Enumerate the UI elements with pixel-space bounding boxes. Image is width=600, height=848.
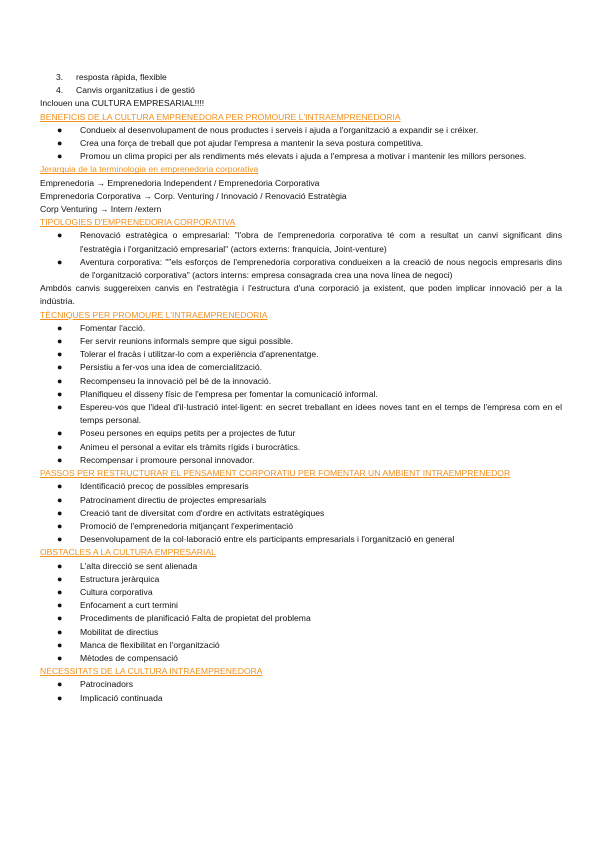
- list-item: ● Fer servir reunions informals sempre que sigui possible.: [40, 335, 562, 348]
- hierarchy-line: Emprenedoria Corporativa → Corp. Venturing / Innovació / Renovació Estratègia: [40, 190, 347, 201]
- bullet-icon: ●: [57, 534, 63, 545]
- hierarchy-heading: Jerarquia de la terminologia en emprenedoria corporativa: [40, 164, 259, 175]
- list-item: ● Poseu persones en equips petits per a projectes de futur: [40, 427, 562, 440]
- list-item: ● Enfocament a curt termini: [40, 599, 562, 612]
- bullet-icon: ●: [57, 151, 63, 162]
- needs-list: [40, 678, 562, 704]
- hierarchy-line: Emprenedoria → Emprenedoria Independent / Emprenedoria Corporativa: [40, 177, 320, 188]
- typologies-note: Ambdós canvis suggereixen canvis en l'estratègia i l'estructura d'una corporació ja existent, que poden implicar innovació per a la indústria.: [40, 283, 562, 307]
- list-item: ● Manca de flexibilitat en l'organització: [40, 639, 562, 652]
- hierarchy-line: Corp Venturing → Intern /extern: [40, 204, 162, 215]
- list-item: ● Estructura jeràrquica: [40, 573, 562, 586]
- bullet-icon: ●: [57, 454, 63, 465]
- obstacles-heading: OBSTACLES A LA CULTURA EMPRESARIAL: [40, 547, 216, 558]
- bullet-icon: ●: [57, 322, 63, 333]
- list-item: ● Crea una força de treball que pot ajudar l'empresa a mantenir la seva postura competitiva.: [40, 137, 562, 150]
- steps-heading: PASSOS PER RESTRUCTURAR EL PENSAMENT CORPORATIU PER FOMENTAR UN AMBIENT INTRAEMPRENEDOR: [40, 468, 511, 479]
- bullet-icon: ●: [57, 586, 63, 597]
- list-item: ● Cultura corporativa: [40, 586, 562, 599]
- bullet-icon: ●: [57, 402, 63, 413]
- bullet-icon: ●: [57, 256, 63, 267]
- intro-text: Inclouen una CULTURA EMPRESARIAL!!!!: [40, 98, 205, 109]
- bullet-icon: ●: [57, 349, 63, 360]
- bullet-icon: ●: [57, 481, 63, 492]
- bullet-icon: ●: [57, 639, 63, 650]
- list-item: ● Condueix al desenvolupament de nous productes i serveis i ajuda a l'organització a expandir se i créixer.: [40, 124, 562, 137]
- list-item: ● Tolerar el fracàs i utilitzar-lo com a experiència d'aprenentatge.: [40, 348, 562, 361]
- bullet-icon: ●: [57, 600, 63, 611]
- list-item: ● Procediments de planificació Falta de propietat del problema: [40, 612, 562, 625]
- list-item: ● Espereu-vos que l'ideal d'il·lustració intel·ligent: en secret treballant en idees noves tant en el temps de l'empresa com en el temps personal.: [40, 401, 562, 427]
- bullet-icon: ●: [57, 362, 63, 373]
- steps-list: [40, 480, 562, 546]
- list-item: ● Patrocinament directiu de projectes empresarials: [40, 494, 562, 507]
- bullet-icon: ●: [57, 679, 63, 690]
- bullet-icon: ●: [57, 652, 63, 663]
- list-item: ● Mètodes de compensació: [40, 652, 562, 665]
- typologies-list: [40, 229, 562, 282]
- bullet-icon: ●: [57, 560, 63, 571]
- obstacles-list: [40, 560, 562, 666]
- list-item: ● Implicació continuada: [40, 692, 562, 705]
- list-item: ● Recompensar i promoure personal innovador.: [40, 454, 562, 467]
- list-item: ● Persistiu a fer-vos una idea de comercialització.: [40, 361, 562, 374]
- bullet-icon: ●: [57, 428, 63, 439]
- bullet-icon: ●: [57, 441, 63, 452]
- list-item: ● Desenvolupament de la col·laboració entre els participants empresarials i l'organització en general: [40, 533, 562, 546]
- bullet-icon: ●: [57, 507, 63, 518]
- bullet-icon: ●: [57, 336, 63, 347]
- benefits-list: [40, 124, 562, 164]
- list-item: ● Patrocinadors: [40, 678, 562, 691]
- list-item: ● Identificació precoç de possibles empresaris: [40, 480, 562, 493]
- bullet-icon: ●: [57, 692, 63, 703]
- list-item: ● L'alta direcció se sent alienada: [40, 560, 562, 573]
- bullet-icon: ●: [57, 124, 63, 135]
- bullet-icon: ●: [57, 230, 63, 241]
- list-item: ● Animeu el personal a evitar els tràmits rígids i burocràtics.: [40, 441, 562, 454]
- bullet-icon: ●: [57, 388, 63, 399]
- bullet-icon: ●: [57, 573, 63, 584]
- bullet-icon: ●: [57, 613, 63, 624]
- bullet-icon: ●: [57, 520, 63, 531]
- list-item: 3. resposta ràpida, flexible: [56, 72, 167, 82]
- benefits-heading: BENEFICIS DE LA CULTURA EMPRENEDORA PER PROMOURE L'INTRAEMPRENEDORIA: [40, 111, 401, 122]
- bullet-icon: ●: [57, 138, 63, 149]
- document-page: [40, 71, 562, 705]
- bullet-icon: ●: [57, 375, 63, 386]
- bullet-icon: ●: [57, 494, 63, 505]
- list-item: ● Promou un clima propici per als rendiments més elevats i ajuda a l'empresa a motivar i mantenir les millors persones.: [40, 150, 562, 163]
- list-item: ● Aventura corporativa: ""els esforços de l'emprenedoria corporativa condueixen a la creació de nous negocis empresaris dins de l'organització corporativa" (actors interns: empresa consagrada crea una nova línea de negoci): [40, 256, 562, 282]
- list-item: ● Fomentar l'acció.: [40, 322, 562, 335]
- typologies-heading: TIPOLOGIES D'EMPRENEDORIA CORPORATIVA: [40, 217, 236, 228]
- needs-heading: NECESSITATS DE LA CULTURA INTRAEMPRENEDORA: [40, 666, 263, 677]
- list-item: ● Creació tant de diversitat com d'ordre en activitats estratègiques: [40, 507, 562, 520]
- techniques-heading: TÈCNIQUES PER PROMOURE L'INTRAEMPRENEDORIA: [40, 309, 268, 320]
- top-numbered-list: [40, 71, 562, 97]
- bullet-icon: ●: [57, 626, 63, 637]
- list-item: ● Renovació estratègica o empresarial: "l'obra de l'emprenedoria corporativa té com a resultat un canvi significant dins l'estratègia i l'organització empresarial" (actors externs: franquicia, Joint-venture): [40, 229, 562, 255]
- list-item: 4. Canvis organitzatius i de gestió: [56, 85, 195, 96]
- list-item: ● Recompenseu la innovació pel bé de la innovació.: [40, 375, 562, 388]
- techniques-list: [40, 322, 562, 467]
- list-item: ● Planifiqueu el disseny físic de l'empresa per fomentar la comunicació informal.: [40, 388, 562, 401]
- list-item: ● Promoció de l'emprenedoria mitjançant l'experimentació: [40, 520, 562, 533]
- list-item: ● Mobilitat de directius: [40, 626, 562, 639]
